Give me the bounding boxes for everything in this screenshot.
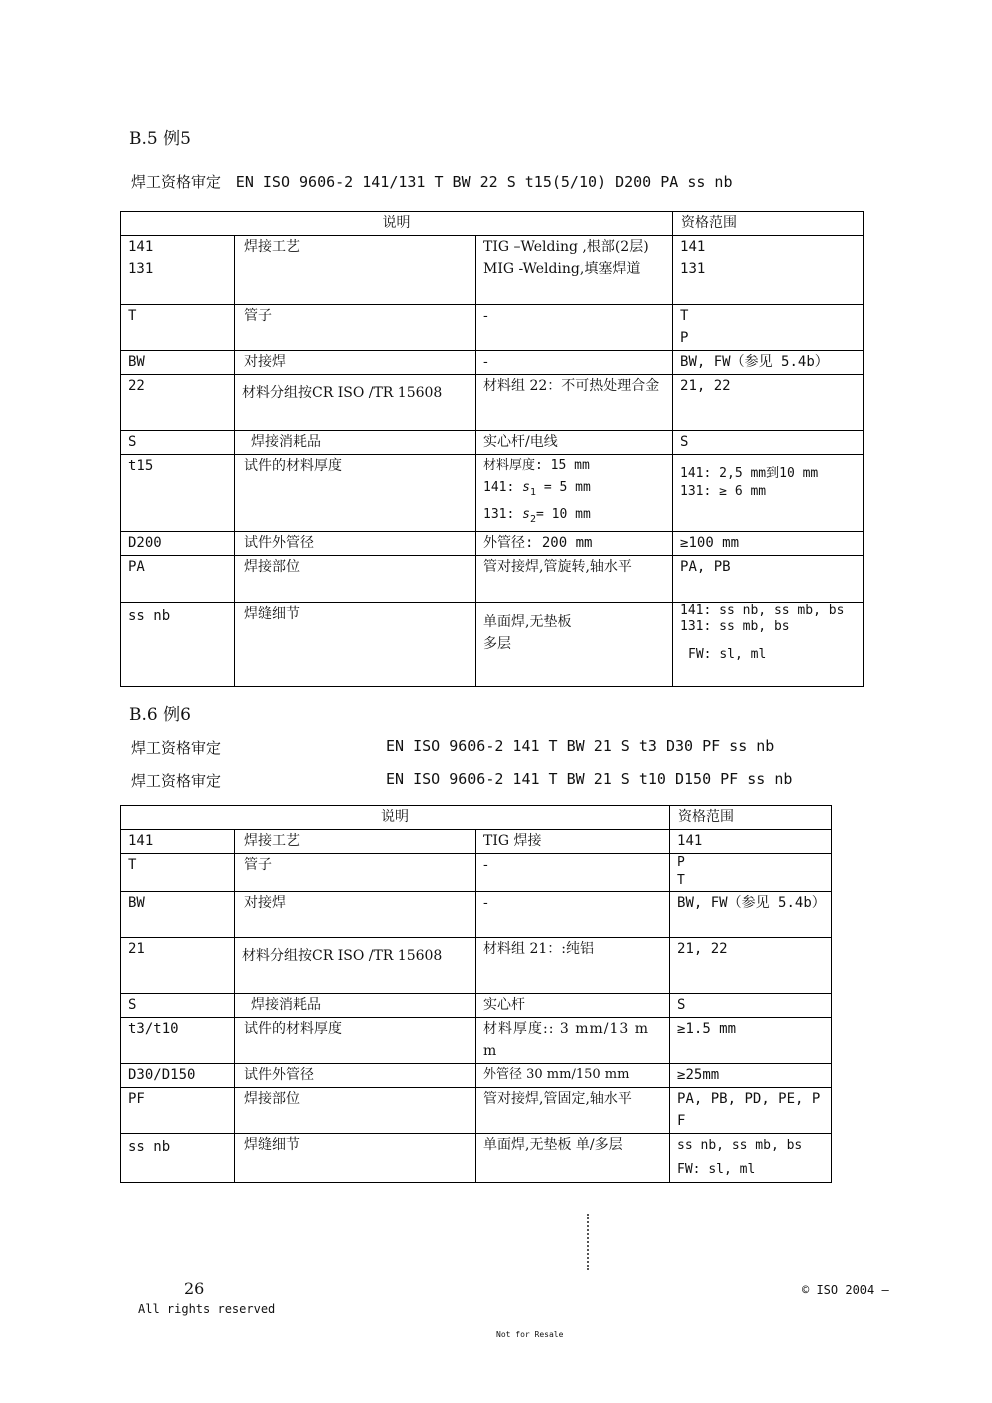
row-term: 管子	[235, 305, 476, 351]
qualification-code: EN ISO 9606-2 141 T BW 21 S t3 D30 PF ss nb	[386, 737, 775, 755]
row-range: 141 131	[673, 236, 864, 305]
table-row	[121, 236, 864, 305]
row-detail: 外管径 30 mm/150 mm	[476, 1064, 670, 1088]
row-detail: 实心杆/电线	[476, 431, 673, 455]
row-term: 焊接消耗品	[235, 994, 476, 1018]
row-term: 材料分组按CR ISO /TR 15608	[235, 375, 476, 431]
rights-notice: All rights reserved	[138, 1302, 276, 1316]
row-code: S	[121, 431, 235, 455]
table-row	[121, 892, 832, 938]
row-range: ss nb, ss mb, bs FW: sl, ml	[670, 1134, 832, 1183]
row-detail: 管对接焊,管固定,轴水平	[476, 1088, 670, 1134]
detail-line: 材料厚度: 15 mm	[483, 458, 590, 473]
table-header-range: 资格范围	[673, 212, 864, 236]
row-term: 焊接消耗品	[235, 431, 476, 455]
row-detail: 外管径: 200 mm	[476, 532, 673, 556]
qualification-label: 焊工资格审定	[131, 739, 222, 757]
row-term: 焊接工艺	[235, 236, 476, 305]
qualification-label: 焊工资格审定	[131, 173, 222, 191]
row-range: 141	[670, 830, 832, 854]
row-code: 22	[121, 375, 235, 431]
row-term: 试件外管径	[235, 1064, 476, 1088]
table-header-range: 资格范围	[670, 806, 832, 830]
table-row	[121, 375, 864, 431]
table-header-description: 说明	[121, 806, 670, 830]
row-range: 21, 22	[670, 938, 832, 994]
row-detail: 管对接焊,管旋转,轴水平	[476, 556, 673, 603]
qualification-label: 焊工资格审定	[131, 772, 222, 790]
qualification-code: EN ISO 9606-2 141/131 T BW 22 S t15(5/10) D200 PA ss nb	[235, 173, 733, 191]
table-row	[121, 1088, 832, 1134]
table-row	[121, 994, 832, 1018]
table-row	[121, 1134, 832, 1183]
table-row	[121, 938, 832, 994]
table-b6	[120, 805, 832, 1183]
table-row	[121, 603, 864, 687]
row-term: 焊接工艺	[235, 830, 476, 854]
row-term: 试件的材料厚度	[235, 1018, 476, 1064]
row-term: 试件外管径	[235, 532, 476, 556]
row-code: t15	[121, 455, 235, 532]
row-code: BW	[121, 351, 235, 375]
row-range: PA, PB, PD, PE, PF	[670, 1088, 832, 1134]
row-range: BW, FW（参见 5.4b）	[673, 351, 864, 375]
row-range: PA, PB	[673, 556, 864, 603]
row-detail: 单面焊,无垫板 单/多层	[476, 1134, 670, 1183]
row-code: T	[121, 854, 235, 892]
row-code: D30/D150	[121, 1064, 235, 1088]
row-range: S	[670, 994, 832, 1018]
table-row	[121, 854, 832, 892]
table-row	[121, 455, 864, 532]
row-code: BW	[121, 892, 235, 938]
qualification-line-b5	[131, 171, 733, 192]
resale-notice: Not for Resale	[496, 1330, 564, 1339]
row-detail: 实心杆	[476, 994, 670, 1018]
range-lines: 141: ss nb, ss mb, bs 131: ss mb, bs	[680, 603, 845, 634]
row-range: BW, FW（参见 5.4b）	[670, 892, 832, 938]
row-range: T P	[673, 305, 864, 351]
row-code: PF	[121, 1088, 235, 1134]
row-code: ss nb	[121, 603, 235, 687]
table-row	[121, 1018, 832, 1064]
section-heading-b5: B.5 例5	[129, 129, 191, 149]
row-code: T	[121, 305, 235, 351]
row-term: 焊接部位	[235, 556, 476, 603]
table-row	[121, 830, 832, 854]
row-code: 21	[121, 938, 235, 994]
row-range: 141: 2,5 mm到10 mm 131: ≥ 6 mm	[673, 455, 864, 532]
row-term: 焊缝细节	[235, 1134, 476, 1183]
row-term: 焊缝细节	[235, 603, 476, 687]
table-b5	[120, 211, 864, 687]
row-term: 管子	[235, 854, 476, 892]
row-code: D200	[121, 532, 235, 556]
row-detail: -	[476, 351, 673, 375]
copyright-notice: © ISO 2004 –	[802, 1283, 889, 1297]
row-detail: 材料组 21：:纯铝	[476, 938, 670, 994]
row-range: S	[673, 431, 864, 455]
row-detail: -	[476, 892, 670, 938]
row-detail: 单面焊,无垫板 多层	[476, 603, 673, 687]
row-range	[673, 603, 864, 687]
row-range: P T	[670, 854, 832, 892]
table-header-description: 说明	[121, 212, 673, 236]
row-detail: 材料厚度:: 3 mm/13 mm	[476, 1018, 670, 1064]
row-code: S	[121, 994, 235, 1018]
row-detail: 材料组 22：不可热处理合金	[476, 375, 673, 431]
row-detail: -	[476, 305, 673, 351]
row-range: 21, 22	[673, 375, 864, 431]
row-detail: -	[476, 854, 670, 892]
qualification-line-b6-2	[131, 770, 831, 791]
row-detail	[476, 455, 673, 532]
row-term: 材料分组按CR ISO /TR 15608	[235, 938, 476, 994]
detail-line: 141: $s_1 = 5$ mm	[483, 480, 591, 498]
row-code: t3/t10	[121, 1018, 235, 1064]
table-row	[121, 431, 864, 455]
row-detail: TIG 焊接	[476, 830, 670, 854]
table-row	[121, 556, 864, 603]
range-extra: FW: sl, ml	[688, 647, 767, 662]
detail-line: 131: $s_2= 10$ mm	[483, 507, 591, 525]
row-code: 141 131	[121, 236, 235, 305]
table-row	[121, 305, 864, 351]
row-range: ≥1.5 mm	[670, 1018, 832, 1064]
row-term: 对接焊	[235, 892, 476, 938]
row-range: ≥25mm	[670, 1064, 832, 1088]
qualification-code: EN ISO 9606-2 141 T BW 21 S t10 D150 PF ss nb	[386, 770, 793, 788]
row-code: 141	[121, 830, 235, 854]
table-row	[121, 351, 864, 375]
row-term: 对接焊	[235, 351, 476, 375]
row-term: 焊接部位	[235, 1088, 476, 1134]
dotted-separator	[587, 1214, 593, 1270]
table-row	[121, 1064, 832, 1088]
row-detail: TIG –Welding ,根部(2层) MIG -Welding,填塞焊道	[476, 236, 673, 305]
qualification-line-b6-1	[131, 737, 831, 758]
row-code: PA	[121, 556, 235, 603]
section-heading-b6: B.6 例6	[129, 705, 191, 725]
page-number: 26	[184, 1279, 205, 1298]
row-code: ss nb	[121, 1134, 235, 1183]
row-term: 试件的材料厚度	[235, 455, 476, 532]
row-range: ≥100 mm	[673, 532, 864, 556]
table-row	[121, 532, 864, 556]
